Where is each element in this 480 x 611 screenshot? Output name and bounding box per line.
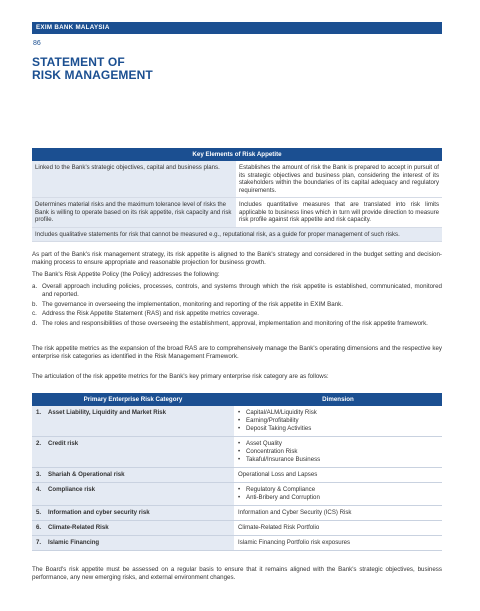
table-row bbox=[32, 521, 442, 536]
dimension-text: Regulatory & Compliance bbox=[246, 486, 316, 493]
key-element-footer: Includes qualitative statements for risk that cannot be measured e.g., reputational risk, as a guide for proper management of such risks. bbox=[32, 227, 442, 242]
risk-dimension: Operational Loss and Lapses bbox=[234, 468, 442, 483]
row-number: 5. bbox=[36, 509, 42, 516]
dimension-item bbox=[238, 409, 438, 417]
dimension-item bbox=[238, 486, 438, 494]
category-name: Compliance risk bbox=[48, 486, 96, 493]
list-item bbox=[32, 320, 442, 328]
list-text: Address the Risk Appetite Statement (RAS) and risk appetite metrics coverage. bbox=[42, 310, 260, 317]
table-row bbox=[32, 161, 442, 198]
row-number: 4. bbox=[36, 486, 42, 493]
key-element-left: Linked to the Bank's strategic objectives, capital and business plans. bbox=[32, 161, 236, 198]
bullet-icon: • bbox=[238, 456, 241, 463]
dimension-item bbox=[238, 417, 438, 425]
key-elements-table bbox=[32, 148, 442, 242]
dimension-item bbox=[238, 494, 438, 502]
risk-category bbox=[32, 536, 234, 551]
risk-category bbox=[32, 521, 234, 536]
dimension-item bbox=[238, 425, 438, 433]
bullet-icon: • bbox=[238, 494, 241, 501]
risk-category bbox=[32, 483, 234, 506]
category-name: Information and cyber security risk bbox=[48, 509, 150, 516]
row-number: 2. bbox=[36, 440, 42, 447]
paragraph-metrics: The risk appetite metrics as the expansion of the broad RAS are to comprehensively manage the Bank's operating dimensions and the respective key enterprise risk categories as identified in the Risk Management Framework. bbox=[32, 345, 442, 360]
dimension-text: Asset Quality bbox=[246, 440, 282, 447]
dimension-text: Deposit Taking Activities bbox=[246, 425, 312, 432]
dimension-text: Concentration Risk bbox=[246, 448, 298, 455]
table-row bbox=[32, 506, 442, 521]
dimension-item bbox=[238, 440, 438, 448]
page-title bbox=[32, 56, 153, 81]
paragraph-strategy: As part of the Bank's risk management strategy, its risk appetite is aligned to the Bank's strategy and considered in the budget setting and decision-making process to ensure appropriate and reasonable projection for business growth. bbox=[32, 251, 442, 266]
policy-list bbox=[32, 283, 442, 329]
table-row bbox=[32, 468, 442, 483]
risk-dimension bbox=[234, 406, 442, 437]
table-row bbox=[32, 227, 442, 242]
dimension-text: Earning/Profitability bbox=[246, 417, 299, 424]
column-header-dimension: Dimension bbox=[234, 393, 442, 406]
risk-dimension bbox=[234, 437, 442, 468]
list-marker: b. bbox=[32, 300, 38, 308]
dimension-item bbox=[238, 448, 438, 456]
risk-dimension: Information and Cyber Security (ICS) Risk bbox=[234, 506, 442, 521]
key-element-right: Establishes the amount of risk the Bank is prepared to accept in pursuit of its strategic objectives and business plan, considering the interest of its stakeholders within the boundaries of its capital adequacy and regulatory requirements. bbox=[236, 161, 442, 198]
category-name: Asset Liability, Liquidity and Market Risk bbox=[48, 409, 167, 416]
dimension-item bbox=[238, 456, 438, 464]
key-element-right: Includes quantitative measures that are translated into risk limits applicable to business lines which in turn will provide direction to measure risk profile against risk appetite and risk capacity. bbox=[236, 198, 442, 228]
table-row bbox=[32, 536, 442, 551]
list-marker: c. bbox=[32, 310, 37, 317]
list-text: Overall approach including policies, processes, controls, and systems through which the risk appetite is established, communicated, monitored and reported. bbox=[42, 283, 442, 298]
table-row bbox=[32, 406, 442, 437]
risk-dimension bbox=[234, 483, 442, 506]
category-name: Islamic Financing bbox=[48, 539, 100, 546]
key-elements-heading: Key Elements of Risk Appetite bbox=[32, 148, 442, 161]
paragraph-board-review: The Board's risk appetite must be assessed on a regular basis to ensure that it remains aligned with the Bank's strategic objectives, business performance, any new emerging risks, and external environment changes. bbox=[32, 566, 442, 581]
list-text: The governance in overseeing the implementation, monitoring and reporting of the risk appetite in EXIM Bank. bbox=[42, 300, 343, 308]
brand-name: EXIM BANK MALAYSIA bbox=[36, 23, 110, 31]
column-header-category: Primary Enterprise Risk Category bbox=[32, 393, 234, 406]
category-name: Climate-Related Risk bbox=[48, 524, 109, 531]
risk-category-table bbox=[32, 393, 442, 551]
risk-category bbox=[32, 437, 234, 468]
title-line-2: RISK MANAGEMENT bbox=[32, 67, 153, 82]
dimension-text: Capital/ALM/Liquidity Risk bbox=[246, 409, 317, 416]
title-line-1: STATEMENT OF bbox=[32, 55, 125, 69]
row-number: 6. bbox=[36, 524, 42, 531]
bullet-icon: • bbox=[238, 425, 241, 432]
dimension-text: Anti-Bribery and Corruption bbox=[246, 494, 320, 501]
list-marker: a. bbox=[32, 283, 38, 290]
paragraph-articulation: The articulation of the risk appetite metrics for the Bank's key primary enterprise risk category are as follows: bbox=[32, 373, 329, 380]
row-number: 3. bbox=[36, 471, 42, 478]
table-row bbox=[32, 198, 442, 228]
list-item bbox=[32, 283, 442, 299]
bullet-icon: • bbox=[238, 409, 241, 416]
dimension-text: Takaful/Insurance Business bbox=[246, 456, 321, 463]
list-item bbox=[32, 310, 442, 318]
risk-dimension: Islamic Financing Portfolio risk exposures bbox=[234, 536, 442, 551]
list-marker: d. bbox=[32, 319, 38, 327]
bullet-icon: • bbox=[238, 417, 241, 424]
paragraph-policy-intro: The Bank's Risk Appetite Policy (the Policy) addresses the following: bbox=[32, 271, 220, 278]
bullet-icon: • bbox=[238, 440, 241, 447]
risk-category bbox=[32, 468, 234, 483]
table-row bbox=[32, 437, 442, 468]
bullet-icon: • bbox=[238, 448, 241, 455]
bullet-icon: • bbox=[238, 486, 241, 493]
risk-dimension: Climate-Related Risk Portfolio bbox=[234, 521, 442, 536]
list-text: The roles and responsibilities of those overseeing the establishment, approval, implementation and monitoring of the risk appetite framework. bbox=[42, 319, 428, 327]
risk-category bbox=[32, 506, 234, 521]
risk-category bbox=[32, 406, 234, 437]
row-number: 7. bbox=[36, 539, 42, 546]
table-row bbox=[32, 483, 442, 506]
list-item bbox=[32, 301, 442, 309]
category-name: Credit risk bbox=[48, 440, 79, 447]
row-number: 1. bbox=[36, 409, 42, 416]
category-name: Shariah & Operational risk bbox=[48, 471, 125, 478]
key-element-left: Determines material risks and the maximum tolerance level of risks the Bank is willing to operate based on its risk appetite, risk capacity and risk profile. bbox=[32, 198, 236, 228]
page-number: 86 bbox=[33, 40, 41, 47]
